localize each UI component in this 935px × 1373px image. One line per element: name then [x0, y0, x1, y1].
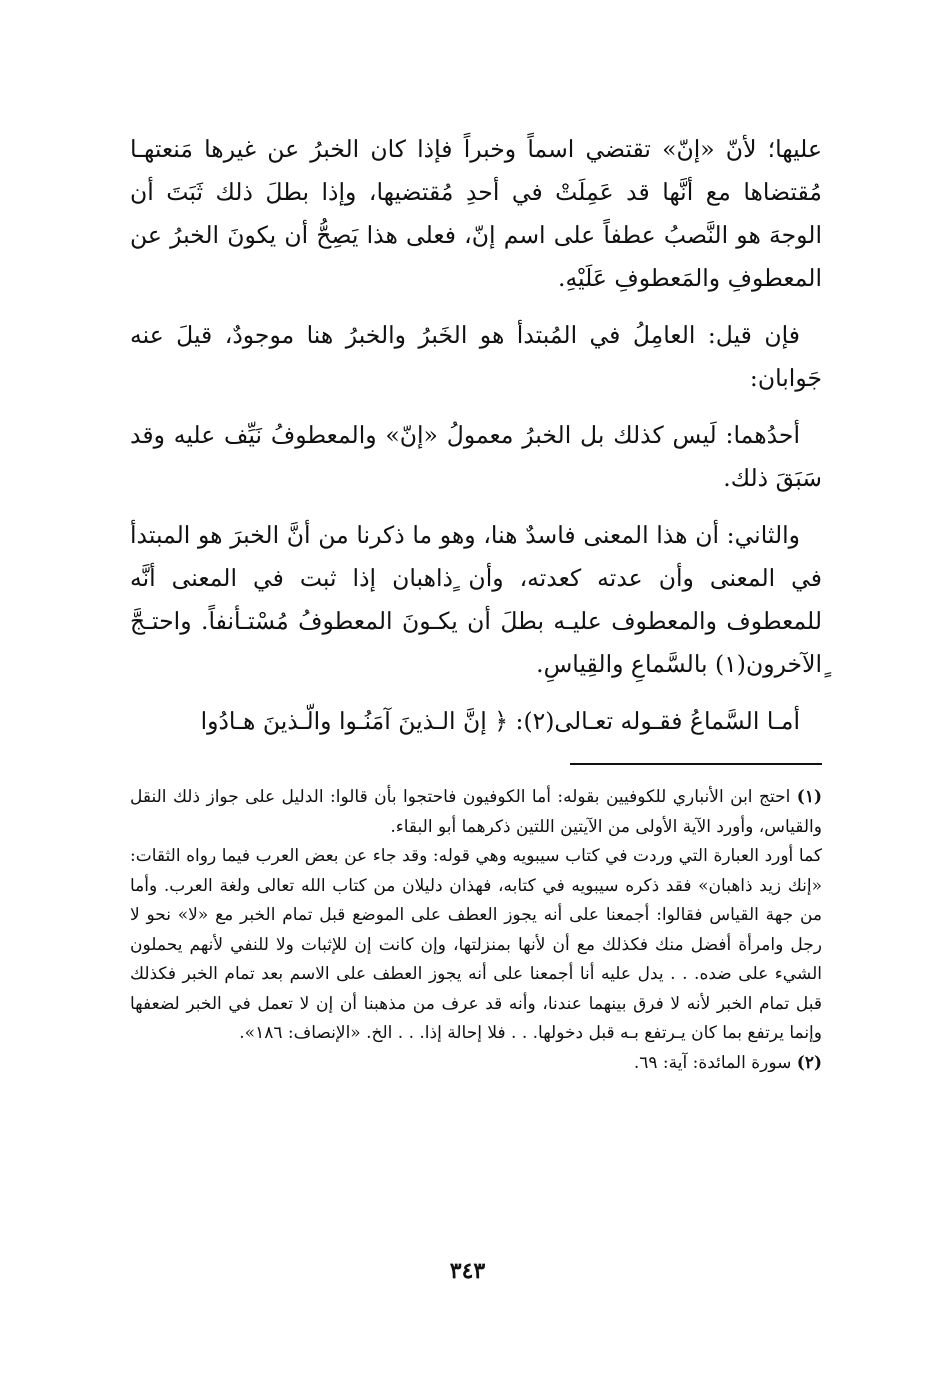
paragraph-2: فإن قيل: العامِلُ في المُبتدأ هو الخَبرُ والخبرُ هنا موجودٌ، قيلَ عنه جَوابان: — [130, 321, 822, 392]
footnote-2-number: (٢) — [796, 1052, 822, 1073]
footnote-1-continuation: كما أورد العبارة التي وردت في كتاب سيبويه وهي قوله: وقد جاء عن بعض العرب فيما رواه الثقات: «إنك زيد ذاهبان» فقد ذكره سيبويه في كتابه، فهذان دليلان من كتاب الله تعالى ولغة العرب. وأما من جهة القياس فقالوا: أجمعنا على أنه يجوز العطف على الموضع قبل تمام الخبر مع «لا» نحو لا رجل وامرأة أفضل منك فكذلك مع أن لأنها بمنزلتها، وإن كانت إن للإثبات ولا للنفي لأنهم يحملون الشيء على ضده. . . يدل عليه أنا أجمعنا على أنه يجوز العطف على الاسم بعد تمام الخبر فكذلك قبل تمام الخبر لأنه لا فرق بينهما عندنا، وأنه قد عرف من مذهبنا أن إن لا تعمل في الخبر لضعفها وإنما يرتفع بما كان يـرتفع بـه قبل دخولها. . . فلا إحالة إذا. . . الخ. «الإنصاف: ١٨٦». — [130, 846, 822, 1043]
paragraph-5: أمـا السَّماعُ فقـوله تعـالى(٢): ﴿ إنَّ الـذينَ آمَنُـوا والّـذينَ هـادُوا — [200, 707, 800, 735]
footnote-separator-wrap — [130, 757, 822, 783]
footnote-2-text: سورة المائدة: آية: ٦٩. — [633, 1052, 792, 1073]
page-content — [130, 128, 822, 1078]
paragraph-3: أحدُهما: لَيس كذلك بل الخبرُ معمولُ «إنّ» والمعطوفُ نَيِّف عليه وقد سَبَقَ ذلك. — [130, 421, 822, 492]
footnote-1 — [130, 783, 822, 842]
main-text — [130, 128, 822, 743]
paragraph-4: والثاني: أن هذا المعنى فاسدٌ هنا، وهو ما ذكرنا من أنَّ الخبرَ هو المبتدأ في المعنى وأن عدته كعدته، وأن ٍذاهبان إذا ثبت في المعنى أنَّه للمعطوف والمعطوف عليـه بطلَ أن يكـونَ المعطوفُ مُسْتـأنفاً. واحتـجَّ ٍالآخرون(١) بالسَّماعِ والقِياسِ. — [130, 521, 822, 678]
page-number: ٣٤٣ — [449, 1258, 486, 1284]
footnote-1-number: (١) — [796, 787, 823, 807]
footnotes — [130, 783, 822, 1078]
footnote-2 — [130, 1049, 822, 1079]
paragraph-1: عليها؛ لأنّ «إنّ» تقتضي اسماً وخبراً فإذا كان الخبرُ عن غيرها مَنعتهـا مُقتضاها مع أنَّها قد عَمِلَتْ في أحدِ مُقتضيها، وإذا بطلَ ذلك ثَبَتَ أن الوجهَ هو النَّصبُ عطفاً على اسم إنّ، فعلى هذا يَصِحُّ أن يكونَ الخبرُ عن المعطوفِ والمَعطوفِ عَلَيْهِ. — [130, 135, 822, 292]
footnote-1-text: احتج ابن الأنباري للكوفيين بقوله: أما الكوفيون فاحتجوا بأن قالوا: الدليل على جواز ذلك النقل والقياس، وأورد الآية الأولى من الآيتين اللتين ذكرهما أبو البقاء. — [130, 787, 822, 837]
footnote-separator — [570, 763, 822, 765]
